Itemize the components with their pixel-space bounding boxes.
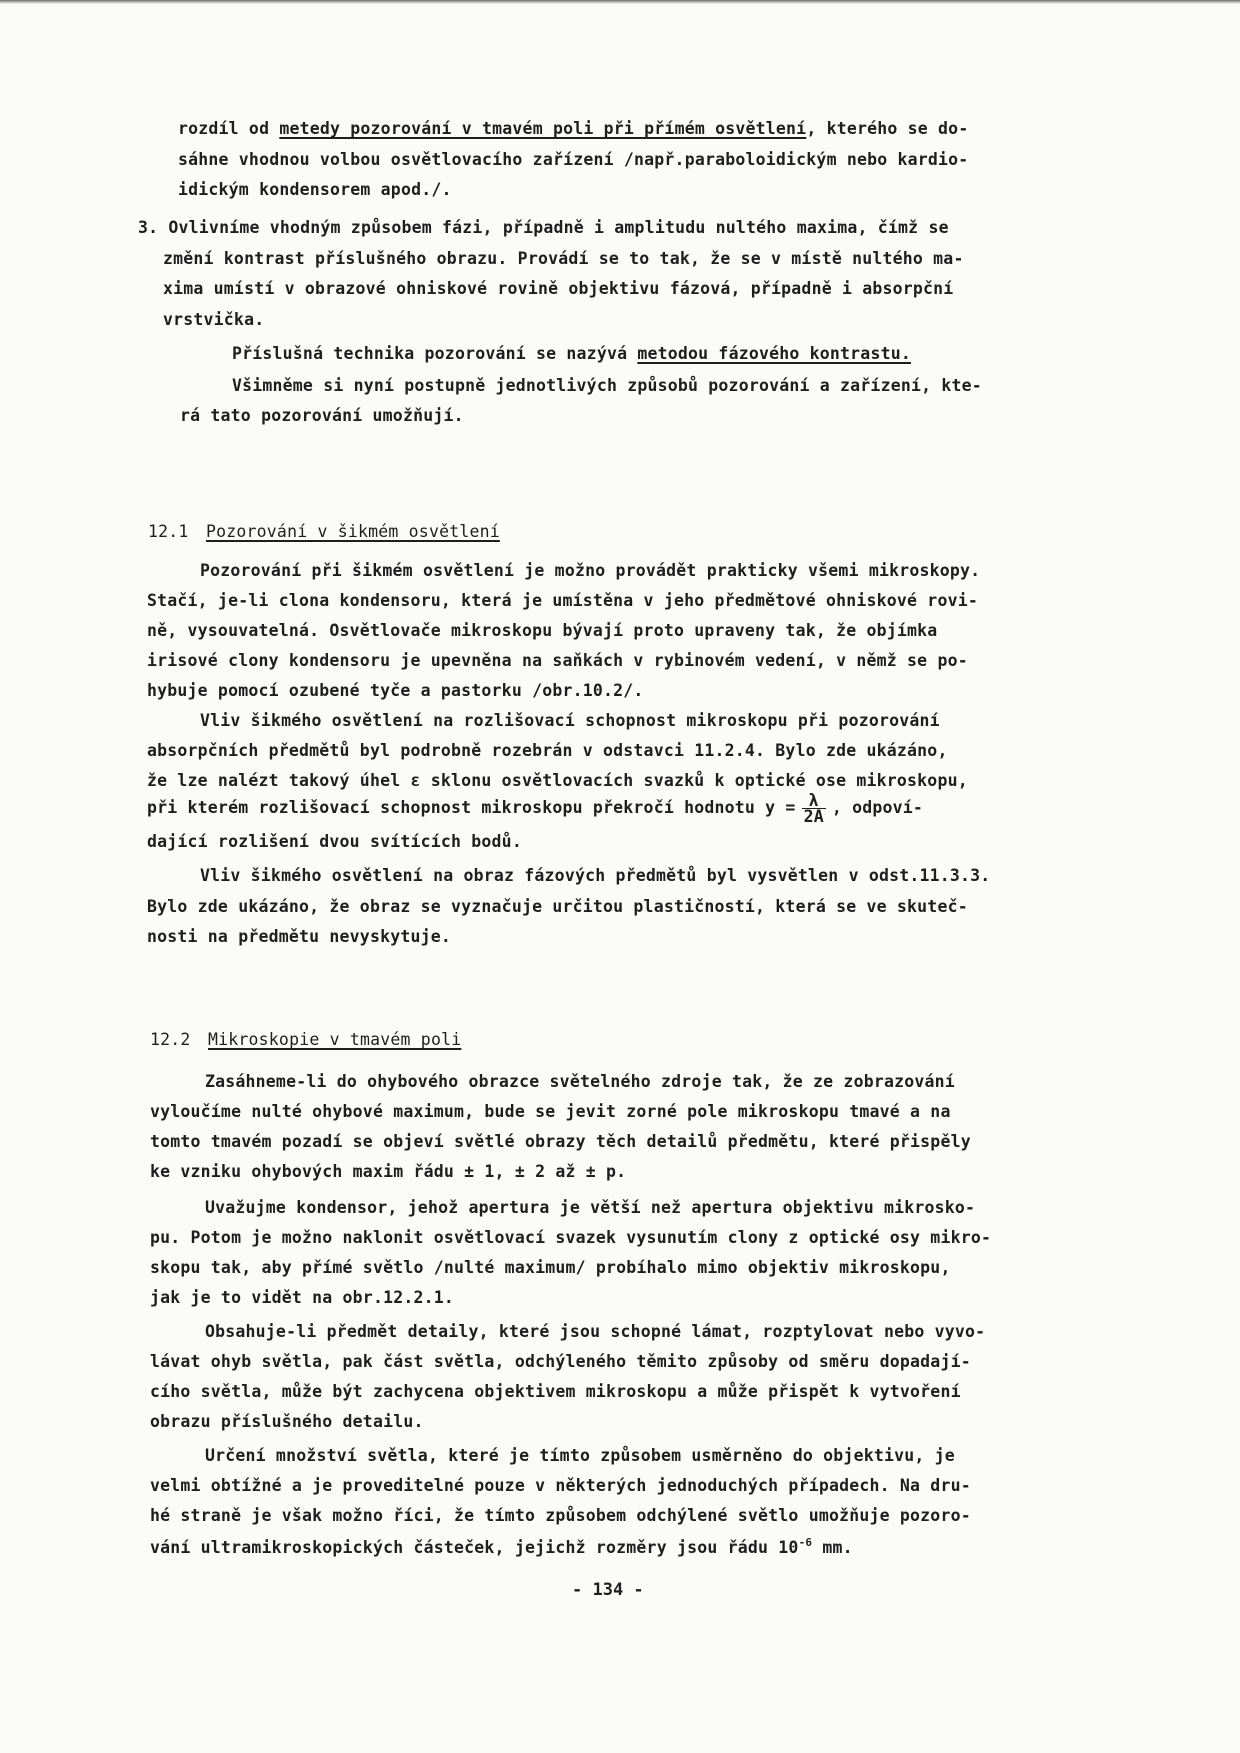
text-line: irisové clony kondensoru je upevněna na saňkách v rybinovém vedení, v němž se po- <box>147 651 968 670</box>
underlined-text: metodou fázového kontrastu. <box>637 344 911 363</box>
text-line: rá tato pozorování umožňují. <box>180 406 464 425</box>
text-line: lávat ohyb světla, pak část světla, odchýleného těmito způsoby od směru dopadají- <box>150 1352 971 1371</box>
page-top-edge <box>0 0 1240 4</box>
text-line: pu. Potom je možno naklonit osvětlovací svazek vysunutím clony z optické osy mikro- <box>150 1228 992 1247</box>
underlined-text: metedy pozorování v tmavém poli při přímém osvětlení <box>279 119 807 138</box>
text-span: rozdíl od <box>178 119 280 138</box>
text-line: Obsahuje-li předmět detaily, které jsou schopné lámat, rozptylovat nebo vyvo- <box>205 1322 986 1341</box>
text-line: Bylo zde ukázáno, že obraz se vyznačuje určitou plastičností, která se ve skuteč- <box>147 897 968 916</box>
text-line: Vliv šikmého osvětlení na rozlišovací schopnost mikroskopu při pozorování <box>200 711 940 730</box>
text-line <box>147 793 923 824</box>
text-line <box>232 344 911 363</box>
text-span: vání ultramikroskopických částeček, jejichž rozměry jsou řádu 10 <box>150 1538 799 1557</box>
text-line: velmi obtížné a je proveditelné pouze v některých jednoduchých případech. Na dru- <box>150 1476 971 1495</box>
text-line: dající rozlišení dvou svítících bodů. <box>147 832 522 851</box>
text-line: sáhne vhodnou volbou osvětlovacího zařízení /např.paraboloidickým nebo kardio- <box>178 150 969 169</box>
text-line: změní kontrast příslušného obrazu. Provádí se to tak, že se v místě nultého ma- <box>163 249 964 268</box>
page-number: - 134 - <box>572 1580 644 1600</box>
section-title: Mikroskopie v tmavém poli <box>208 1030 462 1049</box>
text-line: Stačí, je-li clona kondensoru, která je umístěna v jeho předmětové ohniskové rovi- <box>147 591 978 610</box>
fraction <box>802 793 826 824</box>
section-title: Pozorování v šikmém osvětlení <box>206 522 500 541</box>
text-span: Příslušná technika pozorování se nazývá <box>232 344 638 363</box>
text-span: při kterém rozlišovací schopnost mikroskopu překročí hodnotu y = <box>147 798 796 817</box>
fraction-numerator: λ <box>802 793 826 809</box>
text-line: cího světla, může být zachycena objektivem mikroskopu a může přispět k vytvoření <box>150 1382 961 1401</box>
text-line: Všimněme si nyní postupně jednotlivých způsobů pozorování a zařízení, kte- <box>232 376 982 395</box>
text-line: Zasáhneme-li do ohybového obrazce světelného zdroje tak, že ze zobrazování <box>205 1072 955 1091</box>
text-line: xima umístí v obrazové ohniskové rovině objektivu fázová, případně i absorpční <box>163 279 954 298</box>
text-line: Pozorování při šikmém osvětlení je možno provádět prakticky všemi mikroskopy. <box>200 561 981 580</box>
exponent: -6 <box>798 1536 813 1549</box>
text-span: , kterého se do- <box>806 119 969 138</box>
text-span: , odpoví- <box>831 798 924 817</box>
text-span: mm. <box>812 1538 853 1557</box>
text-line <box>178 119 968 138</box>
text-line: tomto tmavém pozadí se objeví světlé obrazy těch detailů předmětu, které přispěly <box>150 1132 971 1151</box>
text-line: ke vzniku ohybových maxim řádu ± 1, ± 2 až ± p. <box>150 1162 627 1181</box>
text-line: idickým kondensorem apod./. <box>178 180 452 199</box>
text-line: jak je to vidět na obr.12.2.1. <box>150 1288 455 1307</box>
text-line: nosti na předmětu nevyskytuje. <box>147 927 452 946</box>
section-heading-12-2 <box>150 1030 461 1049</box>
section-number: 12.1 <box>148 522 189 541</box>
text-line: vrstvička. <box>163 310 265 329</box>
text-line <box>150 1536 853 1557</box>
text-line: skopu tak, aby přímé světlo /nulté maximum/ probíhalo mimo objektiv mikroskopu, <box>150 1258 951 1277</box>
text-line: hybuje pomocí ozubené tyče a pastorku /obr.10.2/. <box>147 681 644 700</box>
section-heading-12-1 <box>148 522 500 541</box>
text-line: Uvažujme kondensor, jehož apertura je větší než apertura objektivu mikrosko- <box>205 1198 976 1217</box>
section-number: 12.2 <box>150 1030 191 1049</box>
text-line: ně, vysouvatelná. Osvětlovače mikroskopu bývají proto upraveny tak, že objímka <box>147 621 938 640</box>
text-line: Vliv šikmého osvětlení na obraz fázových předmětů byl vysvětlen v odst.11.3.3. <box>200 866 991 885</box>
text-line: vyloučíme nulté ohybové maximum, bude se jevit zorné pole mikroskopu tmavé a na <box>150 1102 951 1121</box>
text-line: hé straně je však možno říci, že tímto způsobem odchýlené světlo umožňuje pozoro- <box>150 1506 971 1525</box>
list-item-3: 3. Ovlivníme vhodným způsobem fázi, případně i amplitudu nultého maxima, čímž se <box>138 218 949 237</box>
fraction-denominator: 2A <box>803 807 824 826</box>
text-line: že lze nalézt takový úhel ε sklonu osvětlovacích svazků k optické ose mikroskopu, <box>147 771 968 790</box>
text-line: obrazu příslušného detailu. <box>150 1412 424 1431</box>
text-line: Určení množství světla, které je tímto způsobem usměrněno do objektivu, je <box>205 1446 955 1465</box>
text-line: absorpčních předmětů byl podrobně rozebrán v odstavci 11.2.4. Bylo zde ukázáno, <box>147 741 948 760</box>
